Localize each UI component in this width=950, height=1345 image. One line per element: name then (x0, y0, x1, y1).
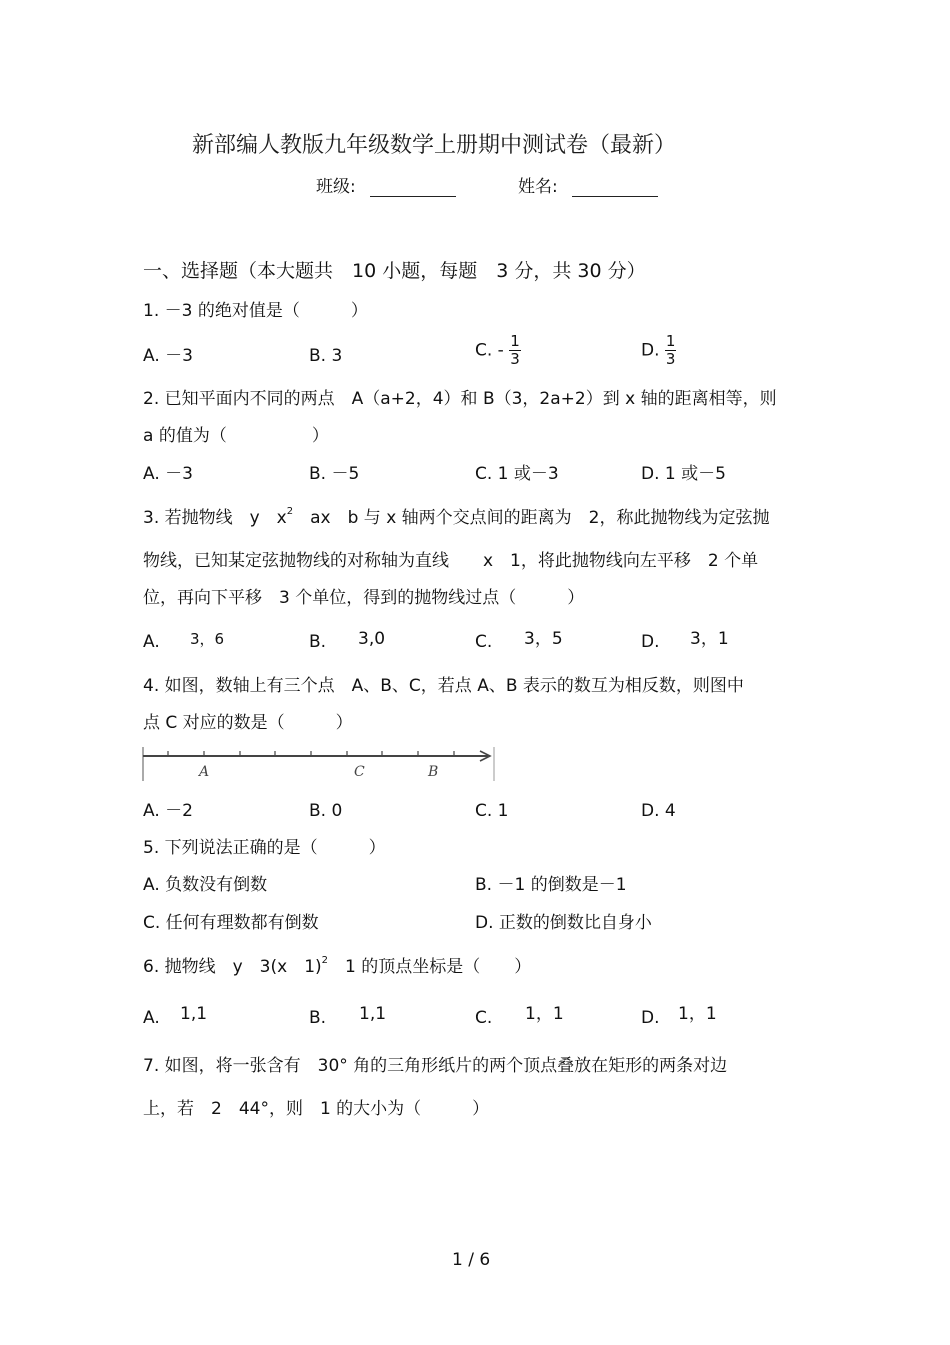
number-line-figure (142, 745, 496, 783)
q4-stem-line2: 点 C 对应的数是（ ） (143, 713, 353, 733)
name-blank (572, 180, 658, 197)
q1-option-b: B. 3 (309, 346, 343, 366)
q6-option-a: A. 1,1 (143, 1004, 208, 1028)
class-field (316, 177, 456, 197)
point-b-label: B (428, 764, 439, 780)
point-c-label: C (354, 764, 365, 780)
q3-option-d: D. 3，1 (641, 629, 729, 652)
q1-option-d: D. $\frac{1}{3}$ (641, 332, 676, 368)
q2-option-c: C. 1 或－3 (475, 464, 559, 484)
q1-c-fraction: $\frac{1}{3}$ (510, 332, 520, 368)
q2-option-a: A. －3 (143, 464, 193, 484)
q5-option-c: C. 任何有理数都有倒数 (143, 913, 319, 933)
q4-option-b: B. 0 (309, 801, 343, 821)
page-title: 新部编人教版九年级数学上册期中测试卷（最新） (192, 133, 677, 158)
q4-stem-line1: 4. 如图，数轴上有三个点 A、B、C，若点 A、B 表示的数互为相反数，则图中 (143, 676, 744, 696)
q3-stem-line1: 3. 若抛物线 y $x^2$ ax b 与 x 轴两个交点间的距离为 2，称此抛物线为定弦抛 (143, 506, 770, 528)
point-a-label: A (199, 764, 210, 780)
q3-stem-line3: 位，再向下平移 3 个单位，得到的抛物线过点（ ） (143, 588, 585, 608)
q1-option-a: A. －3 (143, 346, 193, 366)
q1-stem: 1. －3 的绝对值是（ ） (143, 301, 368, 321)
q5-option-d: D. 正数的倒数比自身小 (475, 913, 652, 933)
q3-option-a: A. 3，6 (143, 630, 225, 652)
q3-option-b: B. 3,0 (309, 629, 386, 652)
q5-option-b: B. －1 的倒数是－1 (475, 875, 627, 895)
class-label: 班级: (316, 177, 356, 197)
q3-stem-line2: 物线，已知某定弦抛物线的对称轴为直线 x 1，将此抛物线向左平移 2 个单 (143, 551, 759, 571)
q6-option-b: B. 1,1 (309, 1004, 387, 1028)
name-label: 姓名: (518, 177, 558, 197)
q2-stem-line1: 2. 已知平面内不同的两点 A（a+2，4）和 B（3，2a+2）到 x 轴的距离相等，则 (143, 389, 777, 409)
page-number: 1 / 6 (452, 1250, 491, 1270)
q7-stem-line2: 上，若 2 44°，则 1 的大小为（ ） (143, 1099, 490, 1119)
q7-stem-line1: 7. 如图，将一张含有 30° 角的三角形纸片的两个顶点叠放在矩形的两条对边 (143, 1056, 728, 1076)
q4-option-c: C. 1 (475, 801, 509, 821)
q6-option-c: C. 1，1 (475, 1004, 564, 1028)
q1-option-c: C. - $\frac{1}{3}$ (475, 332, 520, 368)
q6-stem: 6. 抛物线 y 3(x 1)$^2$ 1 的顶点坐标是（ ） (143, 955, 532, 977)
q3-option-c: C. 3，5 (475, 629, 563, 652)
q1-d-fraction: $\frac{1}{3}$ (665, 332, 676, 368)
q6-option-d: D. 1，1 (641, 1004, 717, 1028)
q4-option-a: A. －2 (143, 801, 193, 821)
name-field (518, 177, 658, 197)
q5-option-a: A. 负数没有倒数 (143, 875, 268, 895)
q2-stem-line2: a 的值为（ ） (143, 426, 329, 446)
q5-stem: 5. 下列说法正确的是（ ） (143, 838, 386, 858)
class-blank (370, 180, 456, 197)
q2-option-d: D. 1 或－5 (641, 464, 726, 484)
q4-option-d: D. 4 (641, 801, 676, 821)
q2-option-b: B. －5 (309, 464, 360, 484)
section-heading: 一、选择题（本大题共 10 小题，每题 3 分，共 30 分） (143, 260, 646, 282)
